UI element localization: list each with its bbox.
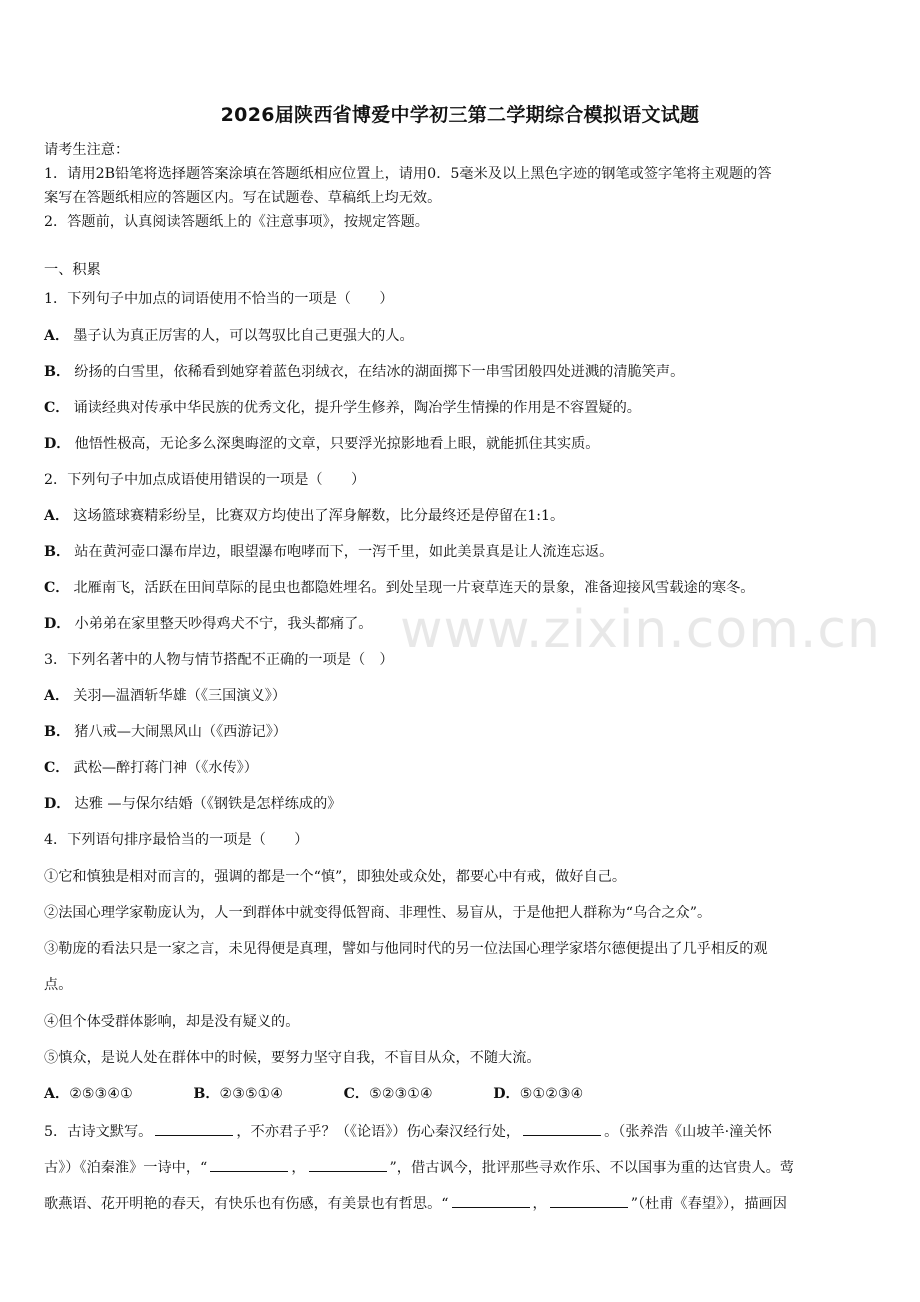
option-text: 墨子认为真正厉害的人，可以驾驭比自己更强大的人。 — [73, 328, 414, 344]
q1-option-a — [44, 326, 880, 346]
q4-option-a — [44, 1084, 161, 1104]
q4-option-b — [193, 1084, 311, 1104]
notice-line-1a: 1．请用2B铅笔将选择题答案涂填在答题纸相应位置上，请用0．5毫米及以上黑色字迹的钢笔或签字笔将主观题的答 — [44, 166, 772, 182]
notice-heading: 请考生注意： — [44, 142, 130, 158]
option-text: 关羽—温酒斩华雄（《三国演义》） — [73, 688, 287, 704]
q1-stem: 1．下列句子中加点的词语使用不恰当的一项是（ ） — [44, 291, 394, 307]
answer-blank[interactable] — [452, 1193, 530, 1208]
option-label: A． — [44, 328, 70, 344]
option-label: D． — [44, 436, 71, 452]
answer-blank[interactable] — [309, 1157, 387, 1172]
option-label: B． — [44, 544, 71, 560]
option-text: 猪八戒—大闹黑风山（《西游记》） — [74, 724, 287, 740]
q1-option-d — [44, 434, 880, 454]
q3-option-b — [44, 722, 880, 742]
option-text: 他悟性极高，无论多么深奥晦涩的文章，只要浮光掠影地看上眼，就能抓住其实质。 — [74, 436, 600, 452]
option-label: C． — [343, 1086, 370, 1102]
answer-blank[interactable] — [155, 1121, 233, 1136]
answer-blank[interactable] — [550, 1193, 628, 1208]
option-label: B． — [193, 1086, 220, 1102]
q5-text: ， — [291, 1160, 306, 1176]
watermark: www.zixin.com.cn — [400, 600, 881, 660]
q4-options — [44, 1084, 880, 1104]
section-heading: 一、积累 — [44, 262, 101, 278]
q5-text: 古》）《泊秦淮》一诗中，“ — [44, 1160, 208, 1176]
option-text: ⑤①②③④ — [519, 1086, 584, 1102]
q5-text: ，不亦君子乎？（《论语》）伤心秦汉经行处， — [236, 1124, 521, 1140]
q1-option-b — [44, 362, 880, 382]
option-text: 小弟弟在家里整天吵得鸡犬不宁，我头都痛了。 — [74, 616, 373, 632]
option-text: ②③⑤①④ — [219, 1086, 284, 1102]
q2-option-a — [44, 506, 880, 526]
answer-blank[interactable] — [210, 1157, 288, 1172]
option-label: C． — [44, 400, 70, 416]
q4-sentence-5: ⑤慎众，是说人处在群体中的时候，要努力坚守自我，不盲目从众，不随大流。 — [44, 1050, 541, 1066]
q4-sentence-4: ④但个体受群体影响，却是没有疑义的。 — [44, 1014, 300, 1030]
q4-stem: 4．下列语句排序最恰当的一项是（ ） — [44, 832, 309, 848]
answer-blank[interactable] — [523, 1121, 601, 1136]
q5-text: ， — [532, 1196, 547, 1212]
q5-line-2 — [44, 1157, 880, 1178]
option-label: B． — [44, 364, 71, 380]
q3-option-a — [44, 686, 880, 706]
q5-line-1 — [44, 1121, 880, 1142]
q5-line-3 — [44, 1193, 880, 1214]
q2-stem: 2．下列句子中加点成语使用错误的一项是（ ） — [44, 472, 366, 488]
q2-option-b — [44, 542, 880, 562]
q1-option-c — [44, 398, 880, 418]
option-label: C． — [44, 580, 70, 596]
q4-sentence-3b: 点。 — [44, 977, 73, 993]
option-text: 站在黄河壶口瀑布岸边，眼望瀑布咆哮而下，一泻千里，如此美景真是让人流连忘返。 — [74, 544, 614, 560]
option-text: 这场篮球赛精彩纷呈，比赛双方均使出了浑身解数，比分最终还是停留在1:1。 — [73, 508, 565, 524]
q5-text: 。（张养浩《山坡羊·潼关怀 — [604, 1124, 772, 1140]
option-text: 诵读经典对传承中华民族的优秀文化，提升学生修养，陶冶学生情操的作用是不容置疑的。 — [73, 400, 641, 416]
page-title: 2026届陕西省博爱中学初三第二学期综合模拟语文试题 — [220, 104, 700, 126]
q5-text: ”，借古讽今，批评那些寻欢作乐、不以国事为重的达官贵人。莺 — [389, 1160, 795, 1176]
option-label: C． — [44, 760, 70, 776]
notice-line-1b: 案写在答题纸相应的答题区内。写在试题卷、草稿纸上均无效。 — [44, 190, 442, 206]
q2-option-c — [44, 578, 880, 598]
option-text: 纷扬的白雪里，依稀看到她穿着蓝色羽绒衣，在结冰的湖面掷下一串雪团般四处迸溅的清脆笑声。 — [74, 364, 685, 380]
q3-option-d — [44, 794, 880, 814]
q4-sentence-2: ②法国心理学家勒庞认为，人一到群体中就变得低智商、非理性、易盲从，于是他把人群称为“乌合之众”。 — [44, 905, 712, 921]
q4-option-c — [344, 1084, 461, 1104]
option-text: 北雁南飞，活跃在田间草际的昆虫也都隐姓埋名。到处呈现一片衰草连天的景象，准备迎接风雪载途的寒冬。 — [73, 580, 755, 596]
option-label: D． — [44, 616, 71, 632]
q3-option-c — [44, 758, 880, 778]
q5-text: 5．古诗文默写。 — [44, 1124, 153, 1140]
q4-sentence-3a: ③勒庞的看法只是一家之言，未见得便是真理，譬如与他同时代的另一位法国心理学家塔尔德便提出了几乎相反的观 — [44, 941, 768, 957]
option-text: 达雅 —与保尔结婚（《钢铁是怎样练成的》 — [74, 796, 342, 812]
option-label: A． — [44, 1086, 70, 1102]
q3-stem: 3．下列名著中的人物与情节搭配不正确的一项是（ ） — [44, 652, 394, 668]
option-label: D． — [44, 796, 71, 812]
q4-sentence-1: ①它和慎独是相对而言的，强调的都是一个“慎”，即独处或众处，都要心中有戒，做好自己。 — [44, 869, 627, 885]
option-label: A． — [44, 508, 70, 524]
q2-option-d — [44, 614, 880, 634]
option-text: ⑤②③①④ — [369, 1086, 433, 1102]
q5-text: 歌燕语、花开明艳的春天，有快乐也有伤感，有美景也有哲思。“ — [44, 1196, 449, 1212]
q5-text: ”（杜甫《春望》），描画因 — [630, 1196, 787, 1212]
option-text: ②⑤③④① — [69, 1086, 133, 1102]
option-label: A． — [44, 688, 70, 704]
option-label: B． — [44, 724, 71, 740]
option-label: D． — [493, 1086, 520, 1102]
notice-line-2: 2．答题前，认真阅读答题纸上的《注意事项》，按规定答题。 — [44, 214, 429, 230]
q4-option-d — [493, 1084, 611, 1104]
option-text: 武松—醉打蒋门神（《水传》） — [73, 760, 258, 776]
